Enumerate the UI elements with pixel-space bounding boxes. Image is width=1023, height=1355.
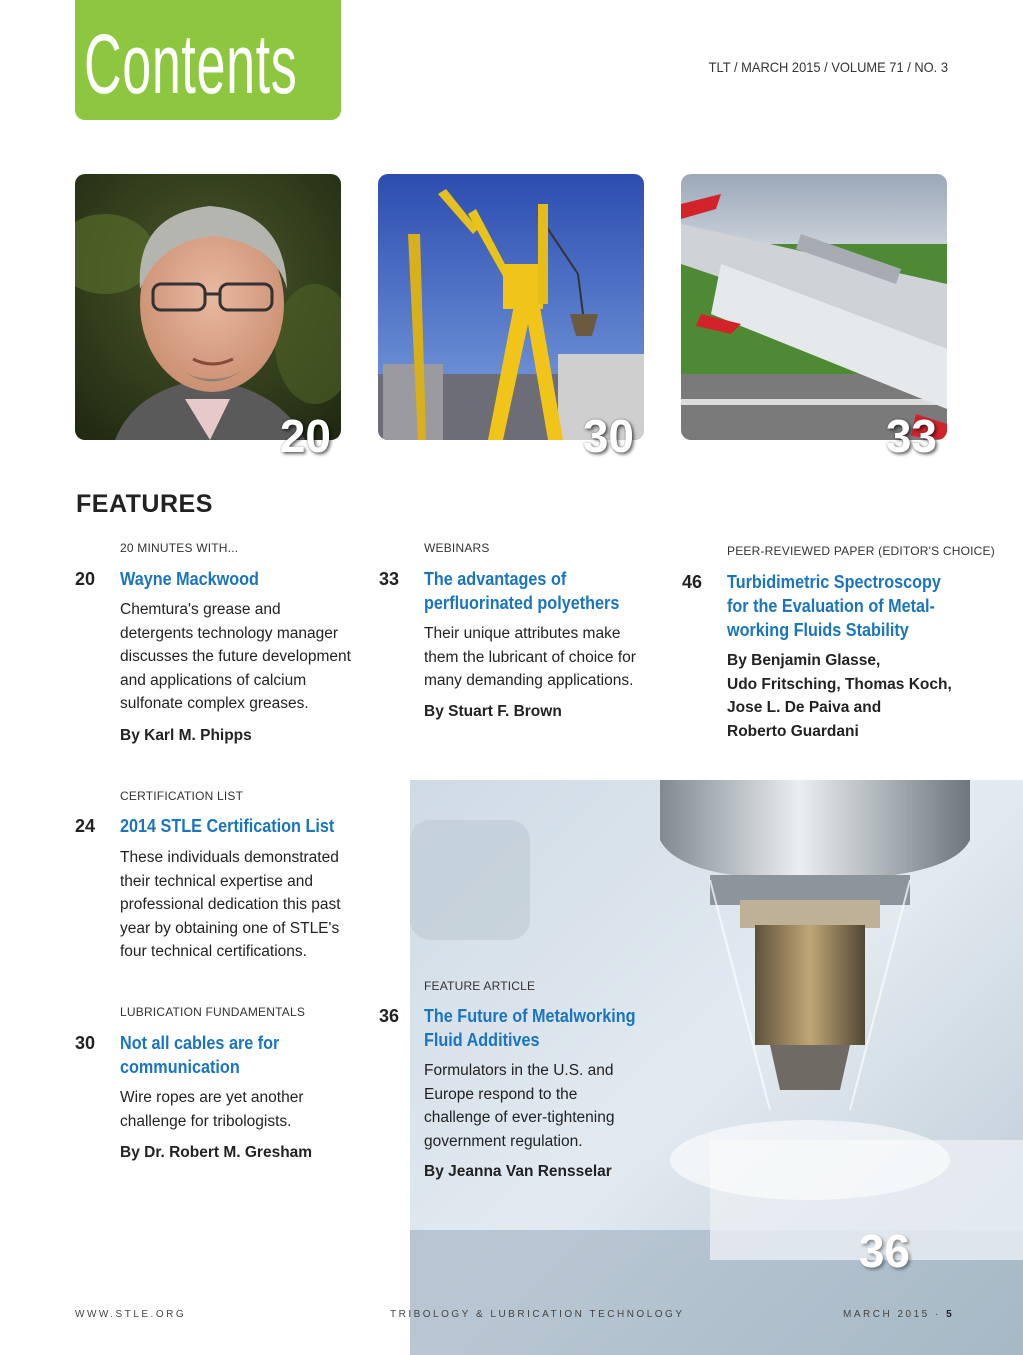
footer-publication: TRIBOLOGY & LUBRICATION TECHNOLOGY bbox=[390, 1309, 685, 1320]
footer-date: MARCH 2015 bbox=[843, 1309, 930, 1320]
article-description: These individuals demonstrated their technical expertise and professional dedication this past year by obtaining one of STLE's four technical certifications. bbox=[120, 849, 341, 960]
article-byline: By Jeanna Van Rensselar bbox=[424, 1163, 612, 1180]
article-byline: By Stuart F. Brown bbox=[424, 703, 562, 720]
footer-website[interactable]: WWW.STLE.ORG bbox=[75, 1309, 187, 1320]
photo-page-number: 30 bbox=[582, 410, 634, 462]
article-category: LUBRICATION FUNDAMENTALS bbox=[120, 1005, 306, 1019]
photo-page-number: 33 bbox=[885, 410, 937, 462]
article-title[interactable]: The Future of Metalworking Fluid Additives bbox=[424, 1006, 636, 1050]
article-category: PEER-REVIEWED PAPER (EDITOR'S CHOICE) bbox=[727, 544, 995, 558]
article-description: Chemtura's grease and detergents technology manager discusses the future development and applications of calcium sulfonate complex greases. bbox=[120, 601, 351, 712]
article-byline: By Benjamin Glasse, Udo Fritsching, Thomas Koch, Jose L. De Paiva and Roberto Guardani bbox=[727, 652, 952, 740]
article-description: Wire ropes are yet another challenge for tribologists. bbox=[120, 1089, 304, 1130]
article-category: FEATURE ARTICLE bbox=[424, 979, 536, 993]
footer-page-number: 5 bbox=[946, 1309, 955, 1320]
article-page-number: 46 bbox=[682, 572, 703, 592]
article-title[interactable]: Wayne Mackwood bbox=[120, 569, 259, 589]
article-page-number: 33 bbox=[379, 569, 400, 589]
article-page-number: 36 bbox=[379, 1006, 400, 1026]
footer-separator: · bbox=[934, 1309, 941, 1320]
article-page-number: 24 bbox=[75, 816, 96, 836]
page-title: Contents bbox=[84, 17, 298, 111]
article-byline: By Dr. Robert M. Gresham bbox=[120, 1144, 313, 1161]
article-category: WEBINARS bbox=[424, 541, 490, 555]
article-category: 20 MINUTES WITH... bbox=[120, 541, 239, 555]
article-page-number: 30 bbox=[75, 1033, 96, 1053]
footer-date-page bbox=[843, 1309, 954, 1320]
photo-harbor-cranes[interactable] bbox=[378, 174, 644, 440]
photo-portrait[interactable] bbox=[75, 174, 341, 440]
issue-info: TLT / MARCH 2015 / VOLUME 71 / NO. 3 bbox=[708, 59, 948, 75]
photo-aircraft-wing[interactable] bbox=[681, 174, 947, 440]
photo-page-number: 20 bbox=[279, 410, 331, 462]
article-page-number: 20 bbox=[75, 569, 96, 589]
article-byline: By Karl M. Phipps bbox=[120, 727, 252, 744]
article-title[interactable]: Turbidimetric Spectroscopy for the Evaluation of Metal- working Fluids Stability bbox=[727, 572, 941, 640]
article-title[interactable]: 2014 STLE Certification List bbox=[120, 816, 335, 836]
article-title[interactable]: The advantages of perfluorinated polyethers bbox=[424, 569, 620, 613]
photo-page-number: 36 bbox=[858, 1225, 910, 1277]
article-title[interactable]: Not all cables are for communication bbox=[120, 1033, 280, 1077]
article-category: CERTIFICATION LIST bbox=[120, 789, 244, 803]
article-description: Formulators in the U.S. and Europe respond to the challenge of ever-tightening government regulation. bbox=[424, 1062, 615, 1150]
section-title: FEATURES bbox=[76, 490, 213, 518]
article-description: Their unique attributes make them the lubricant of choice for many demanding applications. bbox=[424, 625, 636, 689]
